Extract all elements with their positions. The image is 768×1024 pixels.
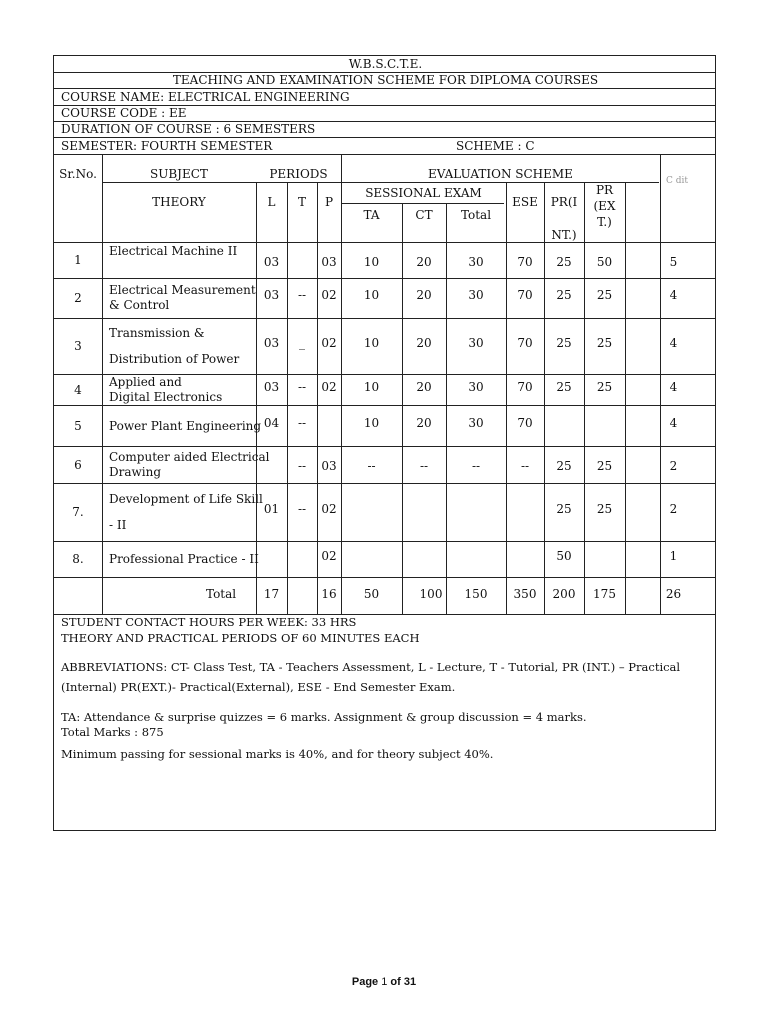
- total-pr-int: 200: [552, 587, 576, 601]
- row-credit: 4: [669, 336, 678, 350]
- row-srno: 3: [74, 339, 82, 353]
- row-subject-line: Transmission &: [109, 326, 205, 340]
- row-subject-line: Digital Electronics: [109, 390, 223, 404]
- rule: [54, 541, 715, 542]
- total-total: 150: [464, 587, 488, 601]
- row-ese: --: [520, 459, 530, 473]
- row-print: 25: [556, 380, 572, 394]
- rule: [54, 88, 715, 89]
- row-ct: --: [419, 459, 429, 473]
- row-ct: 20: [416, 380, 432, 394]
- col-rule: [625, 182, 626, 614]
- col-rule: [584, 182, 585, 614]
- rule: [54, 318, 715, 319]
- row-total: 30: [468, 336, 484, 350]
- row-srno: 4: [74, 383, 82, 397]
- row-srno: 8.: [72, 552, 84, 566]
- row-total: 30: [468, 380, 484, 394]
- total-label: Total: [206, 587, 237, 601]
- row-subject: Professional Practice - II: [109, 552, 259, 566]
- rule: [54, 242, 715, 243]
- row-p: 03: [321, 459, 337, 473]
- row-p: 02: [321, 288, 337, 302]
- rule: [54, 405, 715, 406]
- header-pr-int-a: PR(I: [550, 195, 578, 209]
- semester: SEMESTER: FOURTH SEMESTER: [61, 139, 273, 153]
- total-p: 16: [321, 587, 337, 601]
- rule: [54, 137, 715, 138]
- page-prefix: Page: [351, 976, 379, 988]
- header-pr-ext-c: T.): [597, 215, 612, 229]
- header-pr-ext-b: (EX: [593, 199, 616, 213]
- row-l: 03: [263, 336, 280, 350]
- scheme-title: TEACHING AND EXAMINATION SCHEME FOR DIPLOMA COURSES: [172, 73, 599, 87]
- rule: [54, 577, 715, 578]
- row-subject: Electrical Machine II: [109, 244, 238, 258]
- total-ct: 100: [419, 587, 443, 601]
- row-srno: 6: [74, 458, 82, 472]
- row-l: 03: [263, 288, 280, 302]
- header-pr-int-b: NT.): [551, 228, 577, 242]
- page-number: 1: [381, 976, 388, 988]
- course-duration: DURATION OF COURSE : 6 SEMESTERS: [61, 122, 316, 136]
- row-credit: 4: [669, 288, 678, 302]
- row-ta: 10: [363, 380, 380, 394]
- total-pr-ext: 175: [593, 587, 616, 601]
- row-print: 25: [556, 336, 572, 350]
- row-total: --: [471, 459, 481, 473]
- row-ese: 70: [517, 380, 533, 394]
- row-ct: 20: [416, 288, 432, 302]
- row-t: --: [297, 416, 307, 430]
- row-print: 25: [556, 255, 572, 269]
- row-ta: 10: [363, 336, 380, 350]
- header-periods: PERIODS: [269, 167, 328, 181]
- course-name: COURSE NAME: ELECTRICAL ENGINEERING: [61, 90, 350, 104]
- row-total: 30: [468, 255, 484, 269]
- row-subject-line: Applied and: [109, 375, 182, 389]
- total-l: 17: [263, 587, 280, 601]
- course-code: COURSE CODE : EE: [61, 106, 187, 120]
- row-credit: 5: [669, 255, 678, 269]
- row-prext: 25: [596, 459, 613, 473]
- row-credit: 4: [669, 380, 678, 394]
- row-ct: 20: [416, 416, 432, 430]
- row-t: --: [297, 288, 307, 302]
- rule: [54, 446, 715, 447]
- total-ta: 50: [363, 587, 380, 601]
- row-subject-line: Computer aided Electrical: [109, 450, 270, 464]
- header-ct: CT: [415, 208, 433, 222]
- header-srno: Sr.No.: [59, 167, 97, 181]
- passing-note: Minimum passing for sessional marks is 40%, and for theory subject 40%.: [61, 747, 494, 761]
- header-t: T: [297, 195, 306, 209]
- scheme-document: [53, 55, 716, 831]
- row-print: 25: [556, 288, 572, 302]
- row-subject-line: Drawing: [109, 465, 162, 479]
- row-p: 02: [321, 380, 337, 394]
- row-ct: 20: [416, 255, 432, 269]
- row-srno: 1: [74, 253, 82, 267]
- header-sessional: SESSIONAL EXAM: [365, 186, 482, 200]
- row-ese: 70: [517, 336, 533, 350]
- row-t: --: [297, 502, 307, 516]
- row-ta: --: [367, 459, 376, 473]
- header-ta: TA: [363, 208, 380, 222]
- col-rule: [287, 182, 288, 614]
- col-rule: [102, 154, 103, 614]
- row-print: 25: [556, 459, 572, 473]
- rule: [341, 203, 504, 204]
- row-ese: 70: [517, 416, 533, 430]
- row-ta: 10: [363, 255, 380, 269]
- row-prext: 25: [596, 288, 613, 302]
- header-theory: THEORY: [152, 195, 206, 209]
- row-p: 02: [321, 549, 337, 563]
- row-srno: 2: [74, 291, 82, 305]
- row-credit: 2: [669, 502, 678, 516]
- row-srno: 7.: [72, 505, 84, 519]
- row-total: 30: [468, 416, 484, 430]
- rule: [54, 483, 715, 484]
- row-prext: 25: [596, 336, 613, 350]
- page-footer: [0, 976, 768, 988]
- row-total: 30: [468, 288, 484, 302]
- page-of: of: [390, 976, 401, 988]
- row-ta: 10: [363, 416, 380, 430]
- row-print: 50: [556, 549, 572, 563]
- header-evaluation: EVALUATION SCHEME: [428, 167, 573, 181]
- header-total: Total: [460, 208, 492, 222]
- row-srno: 5: [74, 419, 82, 433]
- period-duration: THEORY AND PRACTICAL PERIODS OF 60 MINUTES EACH: [61, 631, 420, 645]
- row-subject: Power Plant Engineering: [109, 419, 262, 433]
- header-p: P: [324, 195, 334, 209]
- row-subject-line: & Control: [109, 298, 170, 312]
- row-t: --: [297, 380, 307, 394]
- total-marks: Total Marks : 875: [61, 725, 164, 739]
- abbreviations-line-2: (Internal) PR(EXT.)- Practical(External), ESE - End Semester Exam.: [61, 680, 456, 694]
- row-prext: 50: [596, 255, 613, 269]
- row-ta: 10: [363, 288, 380, 302]
- rule: [54, 154, 715, 155]
- row-l: 01: [263, 502, 280, 516]
- header-subject: SUBJECT: [150, 167, 208, 181]
- row-credit: 4: [669, 416, 678, 430]
- row-print: 25: [556, 502, 572, 516]
- row-subject-line: - II: [109, 518, 127, 532]
- row-t: _: [299, 336, 305, 350]
- row-ese: 70: [517, 255, 533, 269]
- row-ct: 20: [416, 336, 432, 350]
- header-pr-ext-a: PR: [595, 183, 614, 197]
- total-credit: 26: [665, 587, 682, 601]
- header-ese: ESE: [512, 195, 538, 209]
- row-ese: 70: [517, 288, 533, 302]
- col-rule: [506, 182, 507, 614]
- row-subject-line: Electrical Measurement: [109, 283, 256, 297]
- row-l: 03: [263, 380, 280, 394]
- row-l: 03: [263, 255, 280, 269]
- row-credit: 2: [669, 459, 678, 473]
- row-subject-line: Development of Life Skill: [109, 492, 263, 506]
- row-credit: 1: [669, 549, 678, 563]
- org-name: W.B.S.C.T.E.: [348, 57, 423, 71]
- row-p: 02: [321, 502, 337, 516]
- row-prext: 25: [596, 502, 613, 516]
- contact-hours: STUDENT CONTACT HOURS PER WEEK: 33 HRS: [61, 615, 357, 629]
- row-prext: 25: [596, 380, 613, 394]
- row-p: 03: [321, 255, 337, 269]
- total-ese: 350: [513, 587, 537, 601]
- row-l: 04: [263, 416, 280, 430]
- abbreviations-line-1: ABBREVIATIONS: CT- Class Test, TA - Teachers Assessment, L - Lecture, T - Tutorial, PR (INT.) – Practical: [61, 660, 681, 674]
- header-l: L: [267, 195, 276, 209]
- ta-marks-note: TA: Attendance & surprise quizzes = 6 marks. Assignment & group discussion = 4 marks.: [61, 710, 587, 724]
- row-subject-line: Distribution of Power: [109, 352, 240, 366]
- row-t: --: [297, 459, 307, 473]
- col-rule: [256, 182, 257, 614]
- rule: [102, 182, 659, 183]
- header-credit-fragment: C dit: [666, 176, 689, 186]
- page-total: 31: [403, 976, 417, 988]
- row-p: 02: [321, 336, 337, 350]
- rule: [54, 278, 715, 279]
- scheme-code: SCHEME : C: [456, 139, 535, 153]
